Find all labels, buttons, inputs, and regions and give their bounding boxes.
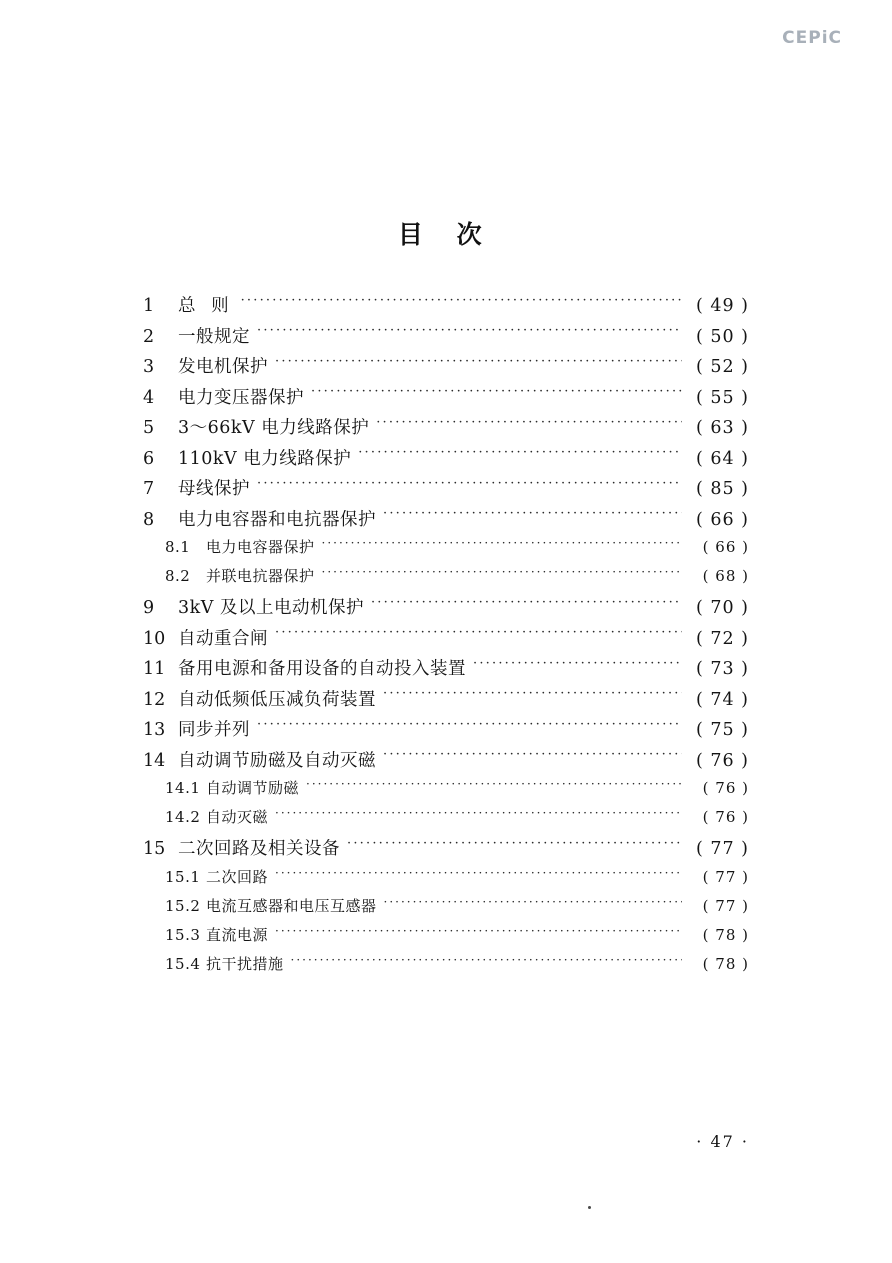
toc-entry[interactable] <box>143 594 749 625</box>
toc-entry[interactable] <box>143 686 749 717</box>
toc-leader-dots <box>241 294 682 312</box>
page-number-folio: · 47 · <box>696 1132 749 1151</box>
toc-entry-label: 110kV 电力线路保护 <box>178 448 352 469</box>
toc-entry-label: 同步并列 <box>178 720 250 740</box>
toc-leader-dots <box>383 687 682 705</box>
toc-entry-page: ( 75 ) <box>695 720 749 740</box>
toc-entry[interactable] <box>143 655 749 686</box>
toc-leader-dots <box>311 385 682 403</box>
toc-entry-label: 自动重合闸 <box>178 628 268 649</box>
toc-entry[interactable] <box>143 953 749 982</box>
toc-entry-number: 15.2 <box>165 896 201 915</box>
toc-entry-label: 并联电抗器保护 <box>206 567 315 585</box>
toc-entry-page: ( 68 ) <box>702 567 749 585</box>
toc-entry[interactable] <box>143 625 749 656</box>
toc-leader-dots <box>347 837 682 855</box>
toc-entry[interactable] <box>143 716 749 747</box>
toc-entry[interactable] <box>143 895 749 924</box>
toc-entry[interactable] <box>143 536 749 565</box>
toc-entry-page: ( 70 ) <box>695 598 749 618</box>
toc-entry-page: ( 85 ) <box>695 479 749 499</box>
toc-entry-label: 3kV 及以上电动机保护 <box>178 598 364 618</box>
toc-entry-page: ( 78 ) <box>702 925 749 944</box>
toc-leader-dots <box>306 778 682 793</box>
toc-entry-number: 2 <box>143 326 155 347</box>
toc-entry-label: 二次回路 <box>206 867 269 886</box>
toc-entry-page: ( 52 ) <box>695 357 749 377</box>
toc-entry-page: ( 50 ) <box>695 326 749 347</box>
toc-entry-number: 7 <box>143 479 155 499</box>
toc-entry[interactable] <box>143 747 749 778</box>
toc-leader-dots <box>257 324 682 342</box>
toc-entry-page: ( 63 ) <box>695 418 749 438</box>
toc-entry-page: ( 49 ) <box>695 296 749 316</box>
toc-entry-label: 二次回路及相关设备 <box>178 839 340 859</box>
toc-entry-page: ( 77 ) <box>695 839 749 859</box>
toc-entry-number: 5 <box>143 418 155 438</box>
toc-entry[interactable] <box>143 835 749 866</box>
toc-entry-label: 自动灭磁 <box>206 808 269 826</box>
toc-leader-dots <box>275 626 682 644</box>
toc-entry-page: ( 64 ) <box>695 448 749 469</box>
toc-entry-number: 11 <box>143 659 166 679</box>
toc-entry-number: 10 <box>143 628 166 649</box>
toc-entry[interactable] <box>143 475 749 506</box>
watermark-logo: CEPiC <box>782 28 842 48</box>
toc-entry-page: ( 76 ) <box>695 750 749 771</box>
toc-entry-label: 电力变压器保护 <box>178 387 304 408</box>
toc-entry-page: ( 74 ) <box>695 689 749 710</box>
toc-entry-number: 8.1 <box>165 538 191 556</box>
toc-entry-number: 3 <box>143 357 155 377</box>
toc-leader-dots <box>275 807 682 822</box>
toc-entry-number: 14.1 <box>165 779 201 797</box>
toc-leader-dots <box>322 566 682 581</box>
toc-entry-number: 15.1 <box>165 867 201 886</box>
toc-entry-label: 3～66kV 电力线路保护 <box>178 418 370 438</box>
toc-leader-dots <box>257 477 682 495</box>
toc-entry-label: 电流互感器和电压互感器 <box>206 896 377 915</box>
toc-entry-number: 12 <box>143 689 166 710</box>
toc-entry[interactable] <box>143 384 749 415</box>
toc-entry-number: 4 <box>143 387 155 408</box>
toc-entry-number: 14 <box>143 750 166 771</box>
toc-entry-label: 母线保护 <box>178 479 250 499</box>
toc-entry-label: 备用电源和备用设备的自动投入装置 <box>178 659 466 679</box>
toc-entry-number: 15.4 <box>165 954 201 973</box>
toc-entry-page: ( 55 ) <box>695 387 749 408</box>
toc-entry[interactable] <box>143 506 749 537</box>
toc-entry-page: ( 73 ) <box>695 659 749 679</box>
toc-entry-label: 电力电容器和电抗器保护 <box>178 509 376 530</box>
toc-entry-number: 13 <box>143 720 166 740</box>
toc-entry-label: 总 则 <box>178 296 234 316</box>
toc-entry-number: 8.2 <box>165 567 191 585</box>
page-title: 目 次 <box>397 220 495 249</box>
toc-leader-dots <box>257 718 682 736</box>
table-of-contents <box>143 292 749 982</box>
toc-entry[interactable] <box>143 806 749 835</box>
toc-entry-number: 15 <box>143 839 166 859</box>
toc-entry[interactable] <box>143 292 749 323</box>
toc-entry-label: 直流电源 <box>206 925 269 944</box>
toc-entry-number: 9 <box>143 598 155 618</box>
toc-leader-dots <box>291 954 682 969</box>
toc-entry-label: 抗干扰措施 <box>206 954 284 973</box>
toc-leader-dots <box>322 537 682 552</box>
toc-entry-number: 6 <box>143 448 155 469</box>
toc-entry[interactable] <box>143 445 749 476</box>
toc-leader-dots <box>376 416 682 434</box>
toc-entry[interactable] <box>143 866 749 895</box>
print-speck <box>588 1206 591 1209</box>
toc-entry-page: ( 66 ) <box>695 509 749 530</box>
toc-leader-dots <box>275 925 682 940</box>
toc-entry-number: 14.2 <box>165 808 201 826</box>
toc-entry-number: 8 <box>143 509 155 530</box>
toc-entry[interactable] <box>143 323 749 354</box>
toc-entry[interactable] <box>143 353 749 384</box>
toc-entry[interactable] <box>143 414 749 445</box>
toc-entry-label: 电力电容器保护 <box>206 538 315 556</box>
toc-entry[interactable] <box>143 924 749 953</box>
toc-leader-dots <box>358 446 682 464</box>
toc-leader-dots <box>384 896 682 911</box>
toc-entry-label: 自动调节励磁 <box>206 779 300 797</box>
toc-entry-number: 15.3 <box>165 925 201 944</box>
toc-entry-number: 1 <box>143 296 155 316</box>
toc-leader-dots <box>473 657 682 675</box>
toc-leader-dots <box>275 867 682 882</box>
toc-entry-page: ( 78 ) <box>702 954 749 973</box>
toc-entry-label: 发电机保护 <box>178 357 268 377</box>
toc-leader-dots <box>371 596 682 614</box>
toc-entry-label: 自动低频低压减负荷装置 <box>178 689 376 710</box>
toc-entry-page: ( 76 ) <box>702 808 749 826</box>
toc-entry-page: ( 77 ) <box>702 867 749 886</box>
toc-leader-dots <box>383 748 682 766</box>
toc-leader-dots <box>383 507 682 525</box>
toc-entry-page: ( 76 ) <box>702 779 749 797</box>
toc-entry[interactable] <box>143 777 749 806</box>
toc-entry-page: ( 66 ) <box>702 538 749 556</box>
toc-entry-label: 一般规定 <box>178 326 250 347</box>
toc-entry[interactable] <box>143 565 749 594</box>
toc-entry-page: ( 77 ) <box>702 896 749 915</box>
toc-entry-label: 自动调节励磁及自动灭磁 <box>178 750 376 771</box>
toc-entry-page: ( 72 ) <box>695 628 749 649</box>
toc-leader-dots <box>275 355 682 373</box>
